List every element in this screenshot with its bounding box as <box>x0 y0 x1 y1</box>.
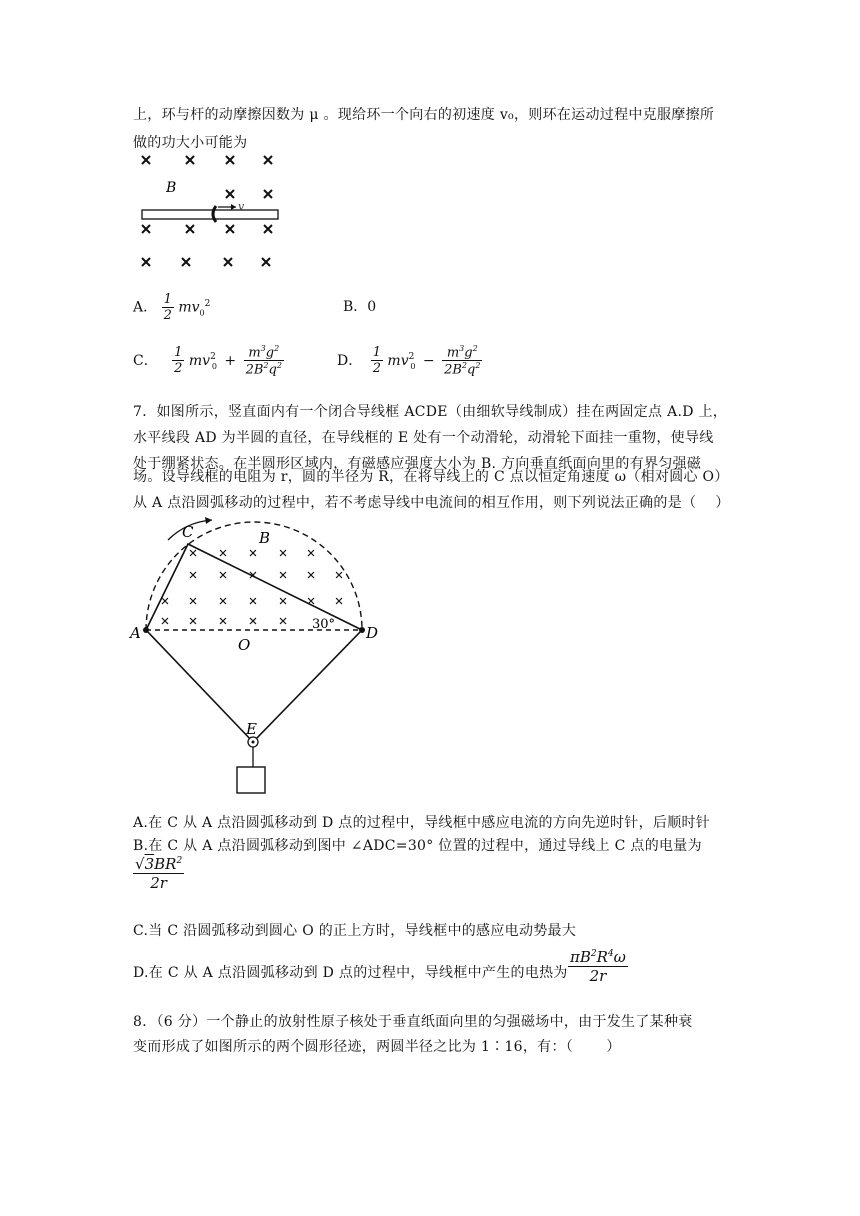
q6-text-line2: 做的功大小可能为 <box>133 135 248 151</box>
q6-option-c: C． $\frac{1}{2}$ $mv^2_0$ + $\frac{m^3g^2}{2B^2q^2}$ <box>133 344 282 378</box>
label-D: D <box>366 624 379 642</box>
label-B: B <box>259 529 271 547</box>
q7-text-line5: 从 A 点沿圆弧移动的过程中，若不考虑导线中电流间的相互作用，则下列说法正确的是（ ） <box>133 495 730 511</box>
label-C: C <box>182 523 194 541</box>
q7-option-a: A.在 C 从 A 点沿圆弧移动到 D 点的过程中，导线框中感应电流的方向先逆时针，后顺时针 <box>133 815 711 831</box>
field-crosses <box>162 550 342 624</box>
label-B: B <box>166 180 177 196</box>
field-crosses <box>142 156 272 266</box>
q7-text-line3: 处于绷紧状态。在半圆形区域内，有磁感应强度大小为 B. 方向垂直纸面向里的有界匀强磁 <box>133 456 702 472</box>
q6-option-a: A． $\frac{1}{2}$ $mv_0^2$ <box>133 292 211 323</box>
point-D <box>359 627 365 633</box>
q7-option-d: D.在 C 从 A 点沿圆弧移动到 D 点的过程中，导线框中产生的电热为 <box>133 965 568 981</box>
rod <box>142 210 278 219</box>
q7-text-line4: 场。设导线框的电阻为 r，圆的半径为 R，在将导线上的 C 点以恒定角速度 ω（相对圆心 O） <box>133 469 729 485</box>
label-angle: 30° <box>312 617 336 632</box>
q7-text-line1: 7．如图所示，竖直面内有一个闭合导线框 ACDE（由细软导线制成）挂在两固定点 A.D 上， <box>133 404 728 420</box>
q8-text-line2: 变而形成了如图所示的两个圆形径迹，两圆半径之比为 1∶16，有：（ ） <box>133 1039 621 1055</box>
q8-text-line1: 8．（6 分）一个静止的放射性原子核处于垂直纸面向里的匀强磁场中，由于发生了某种衰 <box>133 1014 693 1030</box>
label-O: O <box>238 636 251 654</box>
weight-block <box>237 767 265 793</box>
q7-option-d-expr: $\frac{\pi B^2R^4\omega}{2r}$ <box>570 948 626 985</box>
label-v: v <box>238 200 245 213</box>
q7-option-b-expr: $\frac{√3BR^2}{2r}$ <box>135 855 183 892</box>
q7-figure <box>126 512 381 797</box>
label-A: A <box>130 624 141 642</box>
q6-figure <box>136 150 286 275</box>
q6-text-line1: 上，环与杆的动摩擦因数为 μ 。现给环一个向右的初速度 v₀，则环在运动过程中克服摩擦所 <box>133 107 715 123</box>
point-A <box>143 627 149 633</box>
q6-option-d: D． $\frac{1}{2}$ $mv^2_0$ − $\frac{m^3g^2}{2B^2q^2}$ <box>337 344 481 378</box>
q7-option-c: C.当 C 沿圆弧移动到圆心 O 的正上方时，导线框中的感应电动势最大 <box>133 923 577 939</box>
q6-option-b: B．0 <box>343 299 377 315</box>
label-E: E <box>246 720 257 738</box>
q7-option-b: B.在 C 从 A 点沿圆弧移动到图中 ∠ADC=30° 位置的过程中，通过导线上 C 点的电量为 <box>133 838 702 854</box>
q7-text-line2: 水平线段 AD 为半圆的直径，在导线框的 E 处有一个动滑轮，动滑轮下面挂一重物，使导线 <box>133 430 714 446</box>
ring <box>213 206 216 222</box>
